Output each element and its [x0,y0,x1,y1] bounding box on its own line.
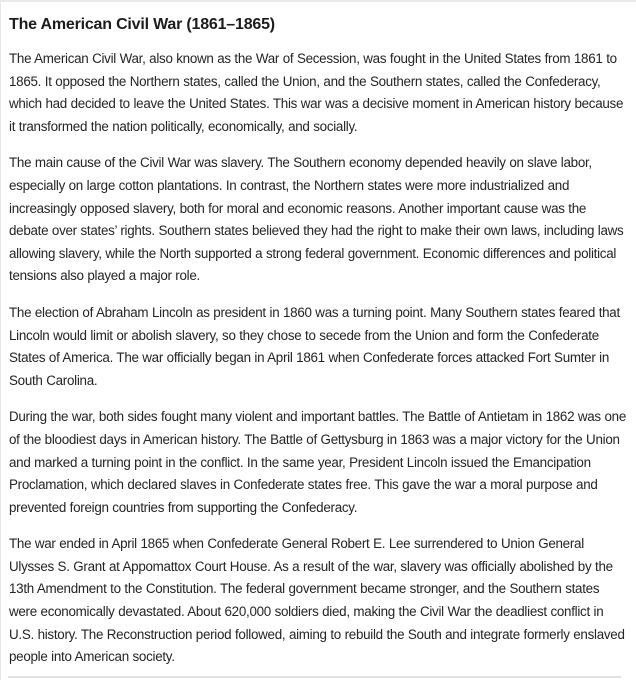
paragraph-introduction: The American Civil War, also known as the War of Secession, was fought in the United States from 1861 to 1865. It opposed the Northern states, called the Union, and the Southern states, called the Confederacy, which had decided to leave the United States. This war was a decisive moment in American history because it transformed the nation politically, economically, and socially. [9,51,624,134]
paragraph-causes: The main cause of the Civil War was slavery. The Southern economy depended heavily on slave labor, especially on large cotton plantations. In contrast, the Northern states were more industrialized and increasingly opposed slavery, both for moral and economic reasons. Another important cause was the debate over states’ rights. Southern states believed they had the right to make their own laws, including laws allowing slavery, while the North supported a strong federal government. Economic differences and political tensions also played a major role. [9,155,624,284]
paragraph-war-end: The war ended in April 1865 when Confederate General Robert E. Lee surrendered to Union General Ulysses S. Grant at Appomattox Court House. As a result of the war, slavery was officially abolished by the 13th Amendment to the Constitution. The federal government became stronger, and the Southern states were economically devastated. About 620,000 soldiers died, making the Civil War the deadliest conflict in U.S. history. The Reconstruction period followed, aiming to rebuild the South and integrate formerly enslaved people into American society. [9,536,625,665]
paragraph-battles: During the war, both sides fought many violent and important battles. The Battle of Antietam in 1862 was one of the bloodiest days in American history. The Battle of Gettysburg in 1863 was a major victory for the Union and marked a turning point in the conflict. In the same year, President Lincoln issued the Emancipation Proclamation, which declared slaves in Confederate states free. This gave the war a moral purpose and prevented foreign countries from supporting the Confederacy. [9,409,626,515]
paragraph-lincoln-election: The election of Abraham Lincoln as president in 1860 was a turning point. Many Southern states feared that Lincoln would limit or abolish slavery, so they chose to secede from the Union and form the Confederate States of America. The war officially began in April 1861 when Confederate forces attacked Fort Sumter in South Carolina. [9,304,620,388]
horizontal-divider [8,676,621,678]
document-title: The American Civil War (1861–1865) [9,16,275,33]
